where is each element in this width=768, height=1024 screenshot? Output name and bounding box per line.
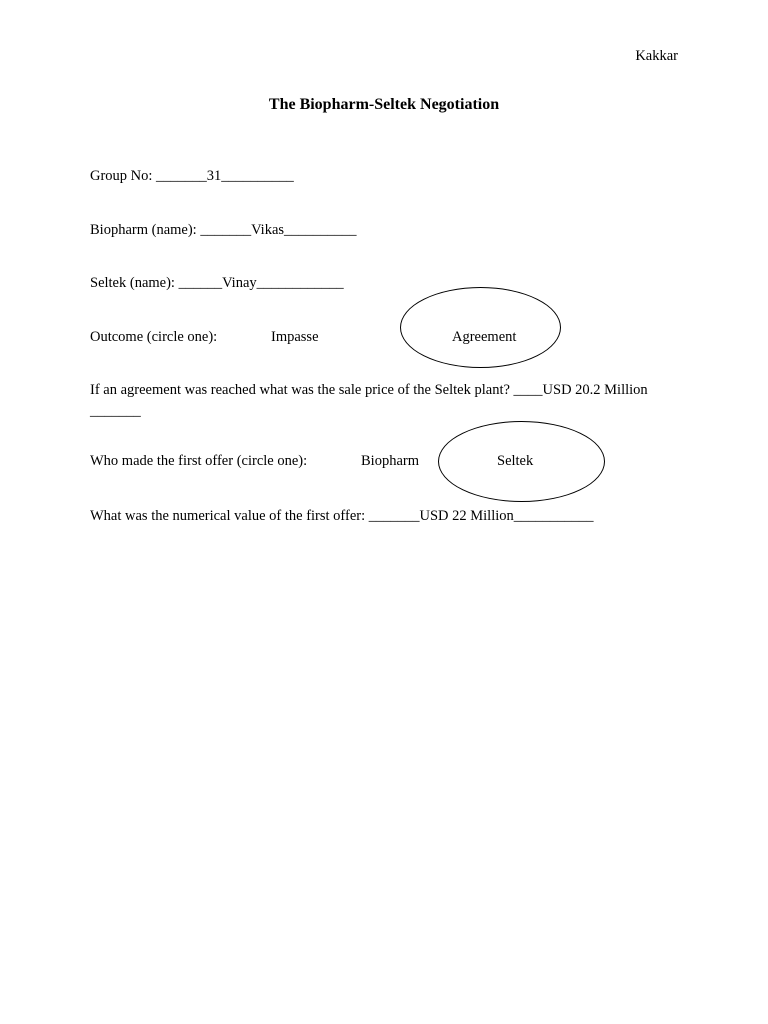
- outcome-label: Outcome (circle one):: [90, 329, 218, 345]
- biopharm-name-field: Biopharm (name): _______Vikas__________: [90, 222, 357, 238]
- outcome-option-agreement: Agreement: [452, 329, 517, 345]
- group-number-field: Group No: _______31__________: [90, 168, 294, 184]
- first-offer-option-biopharm: Biopharm: [361, 453, 419, 469]
- header-author-name: Kakkar: [635, 48, 678, 64]
- first-offer-value-field: What was the numerical value of the first offer: _______USD 22 Million___________: [90, 508, 594, 524]
- outcome-option-impasse: Impasse: [271, 329, 319, 345]
- sale-price-question: If an agreement was reached what was the sale price of the Seltek plant? ____USD 20.2 Million: [90, 382, 648, 398]
- seltek-name-field: Seltek (name): ______Vinay____________: [90, 275, 344, 291]
- sale-price-continuation: _______: [90, 403, 141, 419]
- first-offer-label: Who made the first offer (circle one):: [90, 453, 308, 469]
- first-offer-option-seltek: Seltek: [497, 453, 534, 469]
- document-title: The Biopharm-Seltek Negotiation: [268, 96, 500, 113]
